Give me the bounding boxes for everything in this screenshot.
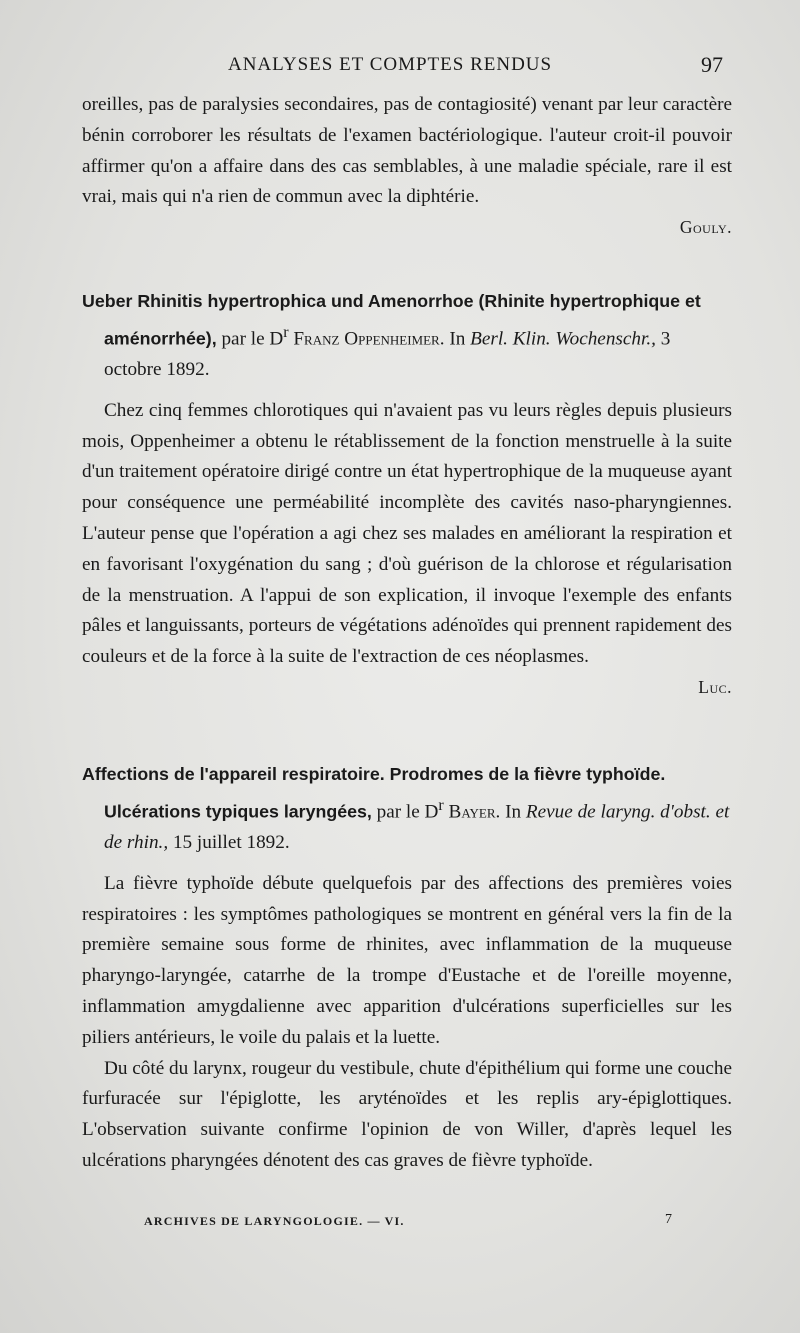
review-typhoid	[82, 759, 732, 1177]
signature-mark: ARCHIVES DE LARYNGOLOGIE. — VI.	[144, 1214, 405, 1228]
author-name: Franz Oppenheimer.	[293, 328, 445, 350]
review-heading	[82, 759, 732, 859]
review-heading	[82, 286, 732, 386]
review-body: Chez cinq femmes chlorotiques qui n'avaient pas vu leurs règles depuis plusieurs mois, Oppenheimer a obtenu le rétablissement de la fonction menstruelle à la suite d'un traitement opératoire dirigé contre un état hypertrophique de la muqueuse ayant pour conséquence une perméabilité incomplète des cavités naso-pharyngiennes. L'auteur pense que l'opération a agi chez ses malades en améliorant la respiration et en favorisant l'oxygénation du sang ; d'où guérison de la chlorose et régularisation de la menstruation. A l'appui de son explication, il invoque l'exemple des enfants pâles et languissants, porteurs de végétations adénoïdes qui prennent rapidement des couleurs et de la force à la suite de l'extraction de ces néoplasmes.	[82, 399, 732, 668]
sheet-number: 7	[665, 1212, 672, 1227]
by-sup: r	[283, 323, 289, 341]
by-label: par le D	[376, 801, 439, 823]
in-label: In	[449, 328, 466, 350]
signature-gouly: Gouly.	[679, 217, 732, 238]
author-name: Bayer.	[448, 801, 501, 823]
signature-luc: Luc.	[698, 676, 732, 697]
by-label: par le D	[221, 328, 284, 350]
in-label: In	[505, 801, 522, 823]
journal-name: Revue de laryng. d'obst. et de rhin.,	[104, 801, 730, 853]
page-number: 97	[701, 52, 723, 77]
continuation-paragraph: oreilles, pas de paralysies secondaires, pas de contagiosité) venant par leur caractère bénin corroborer les résultats de l'examen bactériologique. l'auteur croit-il pouvoir affirmer qu'on a affaire dans des cas semblables, à une maladie spéciale, rare il est vrai, mais qui n'a rien de commun avec la diphtérie.	[82, 94, 732, 208]
journal-name: Berl. Klin. Wochenschr.,	[470, 328, 656, 350]
by-sup: r	[438, 796, 444, 814]
publication-date: 15 juillet 1892.	[172, 831, 290, 853]
article-title: Affections de l'appareil respiratoire. Prodromes de la fièvre typhoïde. Ulcérations typiques laryngées,	[82, 764, 666, 822]
review-continuation	[82, 90, 732, 238]
review-body-paragraph-1: La fièvre typhoïde débute quelquefois par des affections des premières voies respiratoires : les symptômes pathologiques se montrent en général vers la fin de la première semaine sous forme de rhinites, avec inflammation de la muqueuse pharyngo-laryngée, catarrhe de la trompe d'Eustache et de l'oreille moyenne, inflammation amygdalienne avec apparition d'ulcérations superficielles sur les piliers antérieurs, le voile du palais et la luette.	[82, 872, 732, 1048]
publication-date: 3 octobre 1892.	[104, 328, 671, 380]
review-rhinitis	[82, 286, 732, 698]
review-body-paragraph-2: Du côté du larynx, rougeur du vestibule, chute d'épithélium qui forme une couche furfuracée sur l'épiglotte, les aryténoïdes et les replis ary-épiglottiques. L'observation suivante confirme l'opinion de von Willer, d'après lequel les ulcérations pharyngées dénotent des cas graves de fièvre typhoïde.	[82, 1057, 732, 1171]
running-head: ANALYSES ET COMPTES RENDUS	[228, 54, 553, 75]
article-title: Ueber Rhinitis hypertrophica und Amenorrhoe (Rhinite hypertrophique et aménorrhée),	[82, 291, 701, 349]
